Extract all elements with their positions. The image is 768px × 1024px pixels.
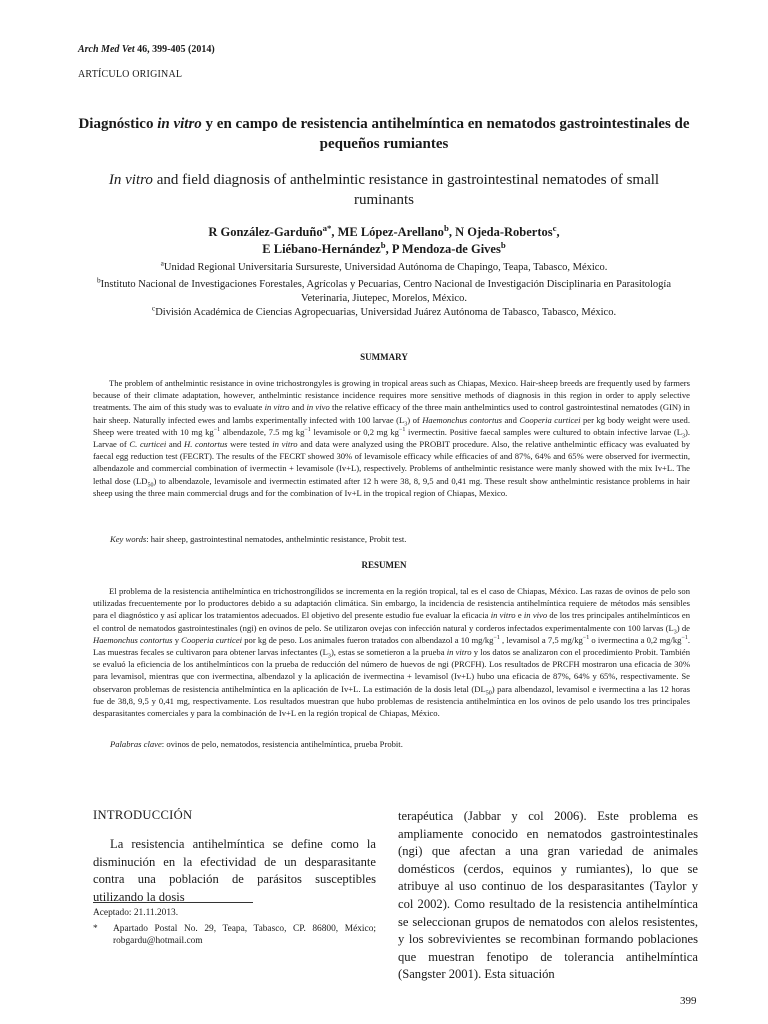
footnote-divider — [93, 902, 253, 903]
keywords-spanish: Palabras clave: ovinos de pelo, nematodos, resistencia antihelmíntica, prueba Probit. — [110, 739, 403, 749]
summary-paragraph: The problem of anthelmintic resistance in ovine trichostrongyles is growing in tropical areas such as Chiapas, Mexico. Hair-sheep breeds are frequently used by farmers because of their climate adaptation, however, anthelmintic resistance incidence requires more sensitive methods of diagnosis in this region in order to apply selective treatments. The aim of this study was to evaluate in vitro and in vivo the relative efficacy of the three main anthelmintics used to control gastrointestinal nematodes (GIN) in hair sheep. Naturally infected ewes and lambs experimentally infected with 100 larvae $(L_3)$ of Haemonchus contortus and Cooperia curticei per kg body weight were used. Sheep were treated with 10 mg $kg^{-1}$ albendazole, 7.5 mg $kg^{-1}$ levamisole or 0,2 mg $kg^{-1}$ ivermectin. Positive faecal samples were cultured to obtain infective larvae $(L_3)$. Larvae of C. curticei and H. contortus were tested in vitro and data were analyzed using the PROBIT procedure. Also, the relative anthelmintic efficacy was evaluated by faecal egg reduction test (FECRT). The results of the FECRT showed 30% of levamisole efficacy while efficacies of and 87%, 64% and 65% were observed for ivermectin, albendazole and commercial combination of ivermectin + levamisole (Iv+L), respectively. Problems of anthelmintic resistance were manly showed with the mix Iv+L. The lethal dose $(LD_{50})$ to albendazole, levamisole and ivermectin estimated after 12 h were 38, 8, 9,5 and 0,41 mg. These result show anthelmintic resistance problems in hair sheep using the three main commercial drugs and for the combination of Iv+L in the tropical region of Chiapas, Mexico. — [93, 378, 691, 498]
accepted-date: Aceptado: 21.11.2013. — [93, 908, 179, 918]
keywords-english: Key words: hair sheep, gastrointestinal nematodes, anthelmintic resistance, Probit test. — [110, 534, 407, 544]
section-type: ARTÍCULO ORIGINAL — [78, 69, 183, 80]
footnote-marker: * — [93, 924, 98, 934]
journal-citation: Arch Med Vet 46, 399-405 (2014) — [78, 44, 215, 55]
author-list: R González-Garduño$^{a*}$, ME López-Arellano$^b$, N Ojeda-Robertos$^c$, E Liébano-Hernández$^b$, P Mendoza-de Gives$^b$ — [208, 222, 560, 256]
affiliation-b: $^b$Instituto Nacional de Investigaciones Forestales, Agrícolas y Pecuarias, Centro Nacional de Investigación Disciplinaria en Parasitología Veterinaria, Jiutepec, Morelos, México. — [96, 275, 671, 304]
summary-heading: SUMMARY — [360, 352, 408, 362]
page-number: 399 — [680, 995, 697, 1007]
title-english: In vitro and field diagnosis of anthelmintic resistance in gastrointestinal nematodes of small ruminants — [108, 172, 660, 208]
affiliation-a: $^a$Unidad Regional Universitaria Sursureste, Universidad Autónoma de Chapingo, Teapa, Tabasco, México. — [160, 258, 608, 273]
resumen-paragraph: El problema de la resistencia antihelmíntica en trichostrongílidos se incrementa en la región tropical, tal es el caso de Chiapas, México. Las razas de ovinos de pelo son utilizadas frecuentemente por lo productores debido a su adaptación climática. Sin embargo, la incidencia de resistencia antihelmíntica requiere de métodos más sensibles para el diagnóstico y así aplicar los tratamientos adecuados. El objetivo del presente estudio fue evaluar la eficacia in vitro e in vivo de los tres principales antihelmínticos en el control de nematodos gastrointestinales (ngi) en ovinos de pelo. Se utilizaron ovejas con infección natural y corderos infectados experimentalmente con 100 larvas $(L_3)$ de Haemonchus contortus y Cooperia curticei por kg de peso. Los animales fueron tratados con albendazol a 10 $mg/kg^{-1}$ , levamisol a 7,5 $mg/kg^{-1}$ o ivermectina a 0,2 $mg/kg^{-1}$. Las muestras fecales se cultivaron para obtener larvas infectantes $(L_3)$, estas se sometieron a la prueba in vitro y los datos se analizaron con el procedimiento Probit. También se evaluó la eficiencia de los antihelmínticos con la prueba de reducción del número de huevos de ngi (PRCFH). Los resultados de PRCFH mostraron una eficacia de 30% para levamisol, mientras que con ivermectina, albendazol y la aplicación de ivermectina + levamisol (Iv+L) hubo una eficacia de 87%, 64% y 65%, respectivamente. Se observaron problemas de resistencia antihelmíntica en la aplicación de Iv+L. La estimación de la dosis letal $(DL_{50})$ para albendazol, levamisol e ivermectina a las 12 horas fue de 38,8, 9,5 y 0,41 mg, respectivamente. Los resultados muestran que hubo problemas de resistencia antihelmíntica en los ovinos de pelo usando los tres principales desparasitantes comerciales y para la combinación de Iv+L en la región tropical de Chiapas, México. — [93, 586, 691, 719]
resumen-heading: RESUMEN — [361, 560, 407, 570]
intro-right-column: terapéutica (Jabbar y col 2006). Este problema es ampliamente conocido en nematodos gastrointestinales (ngi) que afectan a una gran variedad de animales domésticos (cerdos, equinos y rumiantes), lo que se atribuye al uso continuo de los desparasitantes (Taylor y col 2002). Como resultado de la resistencia antihelmíntica se seleccionan grupos de nematodos con alelos resistentes, y los sobrevivientes se recombinan formando poblaciones que muestran fenotipo de tolerancia antihelmíntica (Sangster 2001). Esta situación — [398, 809, 698, 982]
corresponding-address: Apartado Postal No. 29, Teapa, Tabasco, CP. 86800, México; robgardu@hotmail.com — [113, 924, 376, 946]
introduction-heading: INTRODUCCIÓN — [93, 808, 193, 822]
affiliation-c: $^c$División Académica de Ciencias Agropecuarias, Universidad Juárez Autónoma de Tabasco, Tabasco, México. — [151, 303, 617, 318]
title-spanish: Diagnóstico in vitro y en campo de resistencia antihelmíntica en nematodos gastrointestinales de pequeños rumiantes — [78, 116, 690, 152]
intro-left-column: La resistencia antihelmíntica se define como la disminución en la efectividad de un desparasitante contra una población de parásitos susceptibles utilizando la dosis — [93, 837, 376, 904]
